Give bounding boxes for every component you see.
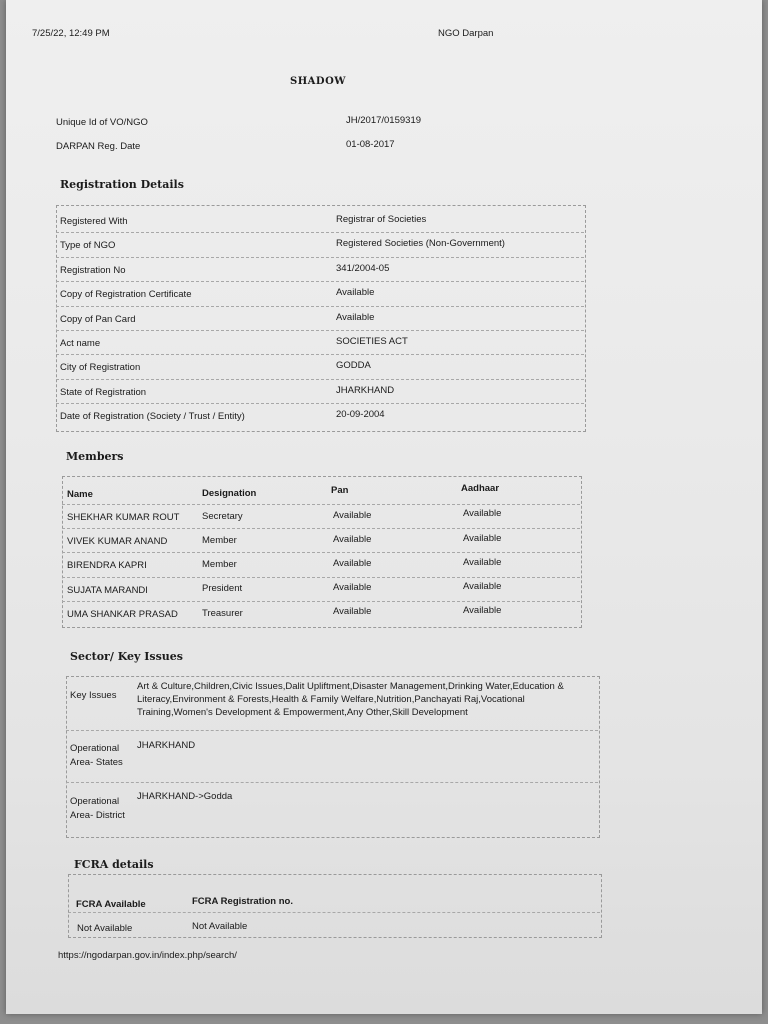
member-pan: Available (333, 509, 372, 521)
member-designation: President (202, 583, 243, 595)
registration-row-label: Copy of Pan Card (60, 313, 136, 325)
member-name: UMA SHANKAR PRASAD (67, 608, 178, 620)
registration-row-label: State of Registration (60, 386, 147, 398)
fcra-available-value: Not Available (77, 923, 133, 934)
op-states-value: JHARKHAND (137, 740, 196, 751)
registration-row-value: 20-09-2004 (336, 409, 385, 421)
footer-url[interactable]: https://ngodarpan.gov.in/index.php/search/ (58, 950, 237, 961)
registration-row-label: Registered With (60, 216, 128, 227)
registration-row-label: Registration No (60, 264, 126, 276)
registration-row-label: Act name (60, 338, 101, 349)
divider (56, 403, 584, 404)
print-timestamp: 7/25/22, 12:49 PM (32, 28, 110, 39)
divider (56, 330, 584, 331)
registration-row-value: JHARKHAND (336, 384, 395, 396)
member-designation: Secretary (202, 510, 243, 522)
key-issues-value: Art & Culture,Children,Civic Issues,Dalit Upliftment,Disaster Management,Drinking Water,Education & Literacy,Environment & Forests,Health & Family Welfare,Nutrition,Panchayati Raj,Vocational Training,Women's Development & Empowerment,Any Other,Skill Development (137, 681, 564, 718)
member-aadhaar: Available (463, 605, 502, 617)
registration-row-label: Date of Registration (Society / Trust / Entity) (60, 411, 245, 423)
registration-row-value: Available (336, 287, 375, 299)
members-col-designation: Designation (202, 488, 257, 499)
registration-row-label: Copy of Registration Certificate (60, 289, 192, 301)
registration-row-value: Registered Societies (Non-Government) (336, 238, 505, 250)
member-name: VIVEK KUMAR ANAND (67, 536, 168, 548)
divider (56, 354, 584, 355)
registration-row-value: Registrar of Societies (336, 214, 427, 225)
divider (66, 782, 598, 783)
darpan-reg-date-value: 01-08-2017 (346, 139, 395, 150)
fcra-heading: FCRA details (74, 858, 154, 871)
registration-row-value: SOCIETIES ACT (336, 336, 408, 347)
members-col-pan: Pan (331, 485, 349, 496)
printed-page (6, 0, 762, 1014)
divider (66, 730, 598, 731)
member-pan: Available (333, 606, 372, 618)
divider (56, 257, 584, 258)
members-col-aadhaar: Aadhaar (461, 483, 500, 494)
op-district-value: JHARKHAND->Godda (137, 791, 233, 802)
member-pan: Available (333, 582, 372, 594)
registration-row-label: Type of NGO (60, 240, 116, 252)
fcra-col-registration-no: FCRA Registration no. (192, 896, 293, 907)
fcra-registration-no-value: Not Available (192, 921, 248, 932)
darpan-reg-date-label: DARPAN Reg. Date (56, 141, 141, 152)
divider (62, 552, 580, 553)
divider (56, 232, 584, 233)
key-issues-label: Key Issues (70, 690, 117, 701)
divider (56, 306, 584, 307)
divider (62, 504, 580, 505)
op-states-label: Operational Area- States (70, 743, 123, 768)
site-name: NGO Darpan (438, 28, 494, 39)
member-designation: Member (202, 559, 237, 571)
registration-row-value: Available (336, 311, 375, 323)
divider (62, 601, 580, 602)
sector-heading: Sector/ Key Issues (70, 650, 183, 663)
member-aadhaar: Available (463, 532, 502, 544)
member-name: SUJATA MARANDI (67, 584, 148, 596)
divider (68, 912, 600, 913)
members-heading: Members (66, 450, 124, 463)
member-pan: Available (333, 533, 372, 545)
registration-row-label: City of Registration (60, 362, 141, 374)
member-pan: Available (333, 558, 372, 569)
unique-id-value: JH/2017/0159319 (346, 115, 422, 126)
org-name-title: SHADOW (290, 76, 347, 87)
member-designation: Member (202, 535, 237, 546)
divider (62, 528, 580, 529)
fcra-col-available: FCRA Available (76, 899, 146, 910)
divider (56, 379, 584, 380)
member-aadhaar: Available (463, 556, 502, 568)
registration-heading: Registration Details (60, 178, 184, 191)
registration-row-value: 341/2004-05 (336, 262, 390, 274)
registration-row-value: GODDA (336, 360, 371, 372)
op-district-label: Operational Area- District (70, 796, 125, 821)
unique-id-label: Unique Id of VO/NGO (56, 117, 148, 128)
divider (56, 281, 584, 282)
member-aadhaar: Available (463, 508, 502, 520)
member-name: SHEKHAR KUMAR ROUT (67, 512, 180, 523)
members-col-name: Name (67, 489, 93, 500)
member-name: BIRENDRA KAPRI (67, 560, 147, 572)
member-designation: Treasurer (202, 607, 243, 619)
fcra-table (68, 874, 602, 938)
member-aadhaar: Available (463, 581, 502, 592)
divider (62, 577, 580, 578)
